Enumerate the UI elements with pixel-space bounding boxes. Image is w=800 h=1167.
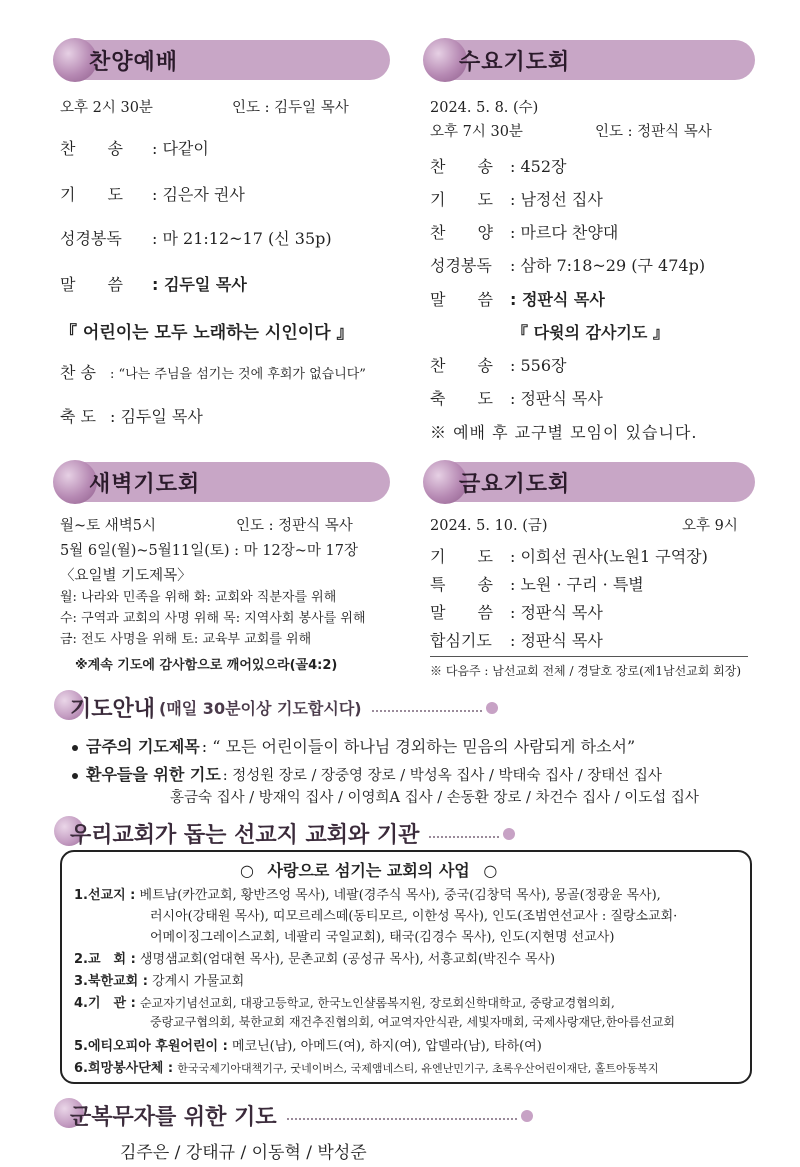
value: : 이희선 권사(노원1 구역장) [510,547,708,566]
value: 강계시 가물교회 [152,974,245,989]
value: : 마르다 찬양대 [510,223,619,242]
label: 기 도 [430,190,493,209]
value: 생명샘교회(엄대현 목사), 문촌교회 (공성규 목사), 서흥교회(박진수 목사) [139,952,556,967]
dotted-leader [429,836,499,838]
label: 성경봉독 [430,256,492,275]
mission-row-5 [74,1035,542,1054]
label: 4.기 관 : [74,996,136,1011]
value: : 556장 [510,356,567,375]
wed-hymn [430,154,566,177]
praise-hymn [60,136,209,159]
section-header-praise-worship [55,40,390,80]
dawn-verse: ※계속 기도에 감사함으로 깨어있으라(골4:2) [75,658,338,673]
label: 환우들을 위한 기도 [86,765,221,784]
military-title: 군복무자를 위한 기도 [70,1105,277,1130]
wed-sermon [430,287,605,310]
fri-sermon [430,600,603,623]
wed-time: 오후 7시 30분 [430,124,523,140]
label: 찬 송 [60,139,123,158]
prayer-guide-subtitle: (매일 30분이상 기도합시다) [159,699,362,718]
label: 찬 송 [430,356,493,375]
label: 축 도 [430,389,493,408]
label: 기 도 [430,547,493,566]
circle-icon: ○ [240,861,254,880]
label: 특 송 [430,575,493,594]
wed-praise [430,220,618,243]
value: : 남정선 집사 [510,190,603,209]
value: : 삼하 7:18~29 (구 474p) [510,256,706,275]
dawn-topic-row: 금: 전도 사명을 위해 토: 교육부 교회를 위해 [60,632,312,647]
mission-row-3 [74,970,244,989]
value: : 정판식 목사 [510,603,603,622]
value: 베트남(카깐교회, 황반즈엉 목사), 네팔(경주식 목사), 중국(김창덕 목사), 몽골(정광윤 목사), [139,888,661,903]
label: 기 도 [60,185,123,204]
praise-leader: 인도 : 김두일 목사 [232,100,349,116]
mission-row-1 [74,884,661,903]
praise-time: 오후 2시 30분 [60,100,153,116]
label: 성경봉독 [60,229,122,248]
label: 1.선교지 : [74,888,136,903]
mission-row-6 [74,1057,658,1076]
section-header-dawn-prayer [55,462,390,502]
label: 찬 송 [430,157,493,176]
wed-prayer [430,187,603,210]
weekly-prayer [72,734,635,757]
prayer-guide-title: 기도안내 [70,697,156,722]
label: 찬 송 [60,363,96,382]
missions-header [62,818,515,849]
praise-closing-hymn [60,360,366,383]
bullet [72,773,78,779]
value: 한국국제기아대책기구, 굿네이버스, 국제앰네스티, 유엔난민기구, 초록우산어린이재단, 홀트아동복지 [177,1062,659,1075]
value: : “ 모든 어린이들이 하나님 경외하는 믿음의 사람되게 하소서” [201,737,636,756]
mission-row-1-line2: 러시아(강태원 목사), 띠모르레스떼(동티모르, 이한성 목사), 인도(조범연선교사 : 질랑소교회· [150,909,678,924]
dawn-topic-row: 수: 구역과 교회의 사명 위해 목: 지역사회 봉사를 위해 [60,611,366,626]
wed-date: 2024. 5. 8. (수) [430,100,539,116]
label: 말 씀 [430,603,493,622]
mission-row-4-line2: 중랑교구협의회, 북한교회 재건추진협의회, 여교역자안식관, 세빛자매회, 국제사랑재단,한아름선교회 [150,1015,676,1029]
wed-scripture [430,253,705,276]
value: : 김두일 목사 [152,275,247,294]
value: : “나는 주님을 섬기는 것에 후회가 없습니다” [110,367,366,382]
section-title: 찬양예배 [89,50,179,75]
fri-date: 2024. 5. 10. (금) [430,518,548,534]
section-title: 새벽기도회 [89,472,201,497]
section-title: 금요기도회 [459,472,571,497]
value: : 정판식 목사 [510,631,603,650]
section-header-friday-prayer [425,462,755,502]
dawn-topic-row: 월: 나라와 민족을 위해 화: 교회와 직분자를 위해 [60,590,337,605]
mission-row-1-line3: 어메이징그레이스교회, 네팔리 국일교회), 태국(김경수 목사), 인도(지현명 선교사) [150,930,615,945]
praise-benediction [60,404,203,427]
wed-closing-hymn [430,353,566,376]
wed-benediction [430,386,603,409]
label: 합심기도 [430,631,492,650]
bullet [72,745,78,751]
label: 찬 양 [430,223,493,242]
dotted-leader [372,710,482,712]
fri-prayer [430,544,708,567]
value: 순교자기념선교회, 대광고등학교, 한국노인샬롬복지원, 장로회신학대학교, 중랑교경협의회, [139,996,615,1010]
dotted-leader [287,1118,517,1120]
sick-prayer [72,762,662,785]
value: : 김두일 목사 [110,407,203,426]
label: 말 씀 [430,290,493,309]
section-title: 수요기도회 [459,50,571,75]
value: : 마 21:12~17 (신 35p) [152,229,332,248]
wed-sermon-title: 『 다윗의 감사기도 』 [512,323,669,342]
value: : 452장 [510,157,567,176]
end-ornament [503,828,515,840]
label: 2.교 회 : [74,952,136,967]
value: : 정판식 목사 [510,290,605,309]
dawn-dates: 5월 6일(월)~5월11일(토) : 마 12장~마 17장 [60,543,358,559]
praise-sermon [60,272,247,295]
end-ornament [521,1110,533,1122]
fri-next-week: ※ 다음주 : 남선교회 전체 / 경달호 장로(제1남선교회 회장) [430,664,742,678]
label: 금주의 기도제목 [86,737,200,756]
prayer-guide-header [62,692,498,723]
praise-prayer [60,182,245,205]
dawn-topics-title: 〈요일별 기도제목〉 [60,568,192,584]
value: 메코닌(남), 아메드(여), 하지(여), 압델라(남), 타하(여) [231,1039,542,1054]
value: : 정성원 장로 / 장중영 장로 / 박성옥 집사 / 박태숙 집사 / 장태선 집사 [222,768,662,784]
mission-row-2 [74,948,555,967]
label: 3.북한교회 : [74,974,148,989]
label: 축 도 [60,407,96,426]
value: : 김은자 권사 [152,185,245,204]
sick-prayer-line2: 홍금숙 집사 / 방재익 집사 / 이영희A 집사 / 손동환 장로 / 차건수 집사 / 이도섭 집사 [170,790,699,806]
fri-special [430,572,644,595]
wed-leader: 인도 : 정판식 목사 [595,124,712,140]
fri-joint-prayer [430,628,603,651]
box-title-text: 사랑으로 섬기는 교회의 사업 [267,861,470,880]
label: 5.에티오피아 후원어린이 : [74,1039,228,1054]
end-ornament [486,702,498,714]
military-names: 김주은 / 강태규 / 이동혁 / 박성준 [120,1143,367,1163]
missions-title: 우리교회가 돕는 선교지 교회와 기관 [70,823,420,848]
military-header [62,1100,533,1131]
section-header-wednesday-prayer [425,40,755,80]
praise-scripture [60,226,332,249]
missions-box-title [240,858,497,881]
label: 말 씀 [60,275,123,294]
value: : 정판식 목사 [510,389,603,408]
value: : 노원 · 구리 · 특별 [510,575,644,594]
wed-notice: ※ 예배 후 교구별 모임이 있습니다. [430,423,698,442]
circle-icon: ○ [483,861,498,880]
label: 6.희망봉사단체 : [74,1061,174,1076]
value: : 다같이 [152,139,209,158]
fri-time: 오후 9시 [682,518,738,534]
mission-row-4 [74,992,615,1011]
praise-sermon-title: 『 어린이는 모두 노래하는 시인이다 』 [60,323,354,343]
dawn-leader: 인도 : 정판식 목사 [236,518,353,534]
dawn-schedule: 월~토 새벽5시 [60,518,157,534]
fri-divider [430,656,748,657]
